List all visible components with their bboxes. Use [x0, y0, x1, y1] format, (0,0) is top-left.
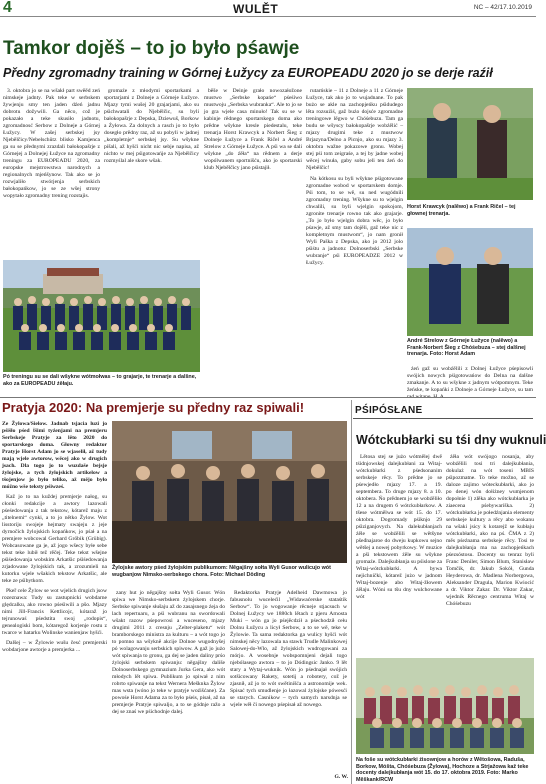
article3-column-1: Lětosa stej se jużo wótmělej dwě tśidnjowskej dalejkubłani za Witaj-wótckubłarki z pśedsonanim serbskeje rěcy. To prědne jo se pśewjedło mjazy 17. a 19. septembera. To druge mjazy 8. a 10. oktobera. Ńo prědnem jo se wobźěliło 12 a na drugem 6 wótckubłarkow. A tšese wótmělwa se wót 15. do 17. oktobra. Dogromady pśiknjo 29 pśiziganjovych. Na dalekubłanjach źěle se wobźělili se wětšyne pšeđnajaroe do dweju kupkowu sejno wětšej a nowej pobyrkowy. W muzice a pši tekstowem źěle su wšykne gromaźe. Dalejkubłanja su pśislone za Witaj-wótckubłarki. A bywa nejichnički, kótarež jużo w jadnom Witaj-bozenje abo Witaj-žłowem źělaju. Wóni su tšu dny wulchowane wót	[356, 454, 442, 600]
section-label: PŚIPÓSŁANE	[355, 405, 423, 416]
authors-photo	[112, 421, 347, 563]
article1-column-1: 3. oktobra jo se na wšakł part swěěd zeń nimskeje jadnty. Pak teke w serbskem žywjenju smy ten jaden dźeń jadnu dobrotu dožywili. Ga něco, což je pokazało a teke skusiło jadnotu, zgromadnosć Serbow z Dolneje a Górnej Łužycy. W zašej serbskej jsy Njebělčicy/Nebelschütz blisko Kamjenca ga su se přednymi zrazdali bałokopašrje z Górnejej a Dolnejej Łužyce na zgromadny treningu za EUROPEADU 2020, za europske mejstrowstwa narodnych a regionalnych mjeńšynow. Tak ako se jo rozwjaliło stwórjenja serbskich bałokopańkow, jo se ze wšej strony wopytało zgromadny trening rozstajis.	[3, 88, 100, 199]
page-number: 4	[3, 0, 12, 16]
photo-credit: Foto: Michael Döding	[210, 571, 266, 578]
article1-subtitle: Předny zgromadny training w Górnej Łužycy za EUROPEADU 2020 jo se derje raźił	[3, 66, 493, 80]
article2-column-3: Redaktorka Pratyje Adelheid Dawmowa jo fabusnolu wucelećil „Widawaćerske stataśtik Serbow“. To jo wogowanje rěcneje stjacsuch w Dolnej Łužycy we 1880ch lětach z pjeru Arnosta Muki – wón ga jo pśejěcdził a pśechodził cełu Dolnu Łužycu a licył Serbow, a to se wě, teke w Žylowie. Ta sama redaktorka ga wulicy hyšći wót nimskej něcy lazowala na stawk Trudle Malinkowej Salowej-do-Wlo, až žylojskich wudrogowani za mórjo. A wosebnje wobspomnjeni dejali togo njebólasego awtora – to jo Dódingsic Janko. 9 lět stary a Wytaj-wuknik. Wón jo pśednajał swójich sotšicowany Rakety, sotetij a robotery, což je zjasnił, až jo to wót swětinišća a astronomije wek. Spisać tych smudlenje jo łazowal żylojske pówesći se starych. Casnikow – tych samych narsdnja se wjele wěł či nowego pśepisał až nowego.	[230, 590, 347, 708]
article1-column-3: běše w Deinje grało nowozałožone mustwo „Serbske kopańe“ pśeśiwo mustwoju „Serbska wubranka“. Ale to jo se jo gra wjele casa minuło! Tak su se w kabinje rědnego sportarskego doma ako prědne wšykne kresle piedestalu, teke trenarja Horst Krawcyk a Norbert Šieg z Dolneje Łužyce a Frank Ričel a André Strelow z Górneje Łužyce. A pśi wa se dali wšykne „do źěła“ na rědnem a derje wopólwanem sportnišću, ako jo sportarski klub Njebělčicy jano pśistajił.	[204, 88, 302, 171]
coaches-photo-1-caption: Horst Krawcyk (nalěwo) a Frank Ričel – tej głownej trenarja.	[407, 204, 516, 217]
article3-column-2: źěła wót swójogo nosanja, aby wobźělili tosi tri dalejkubłania, dokulaż na wót toseni MBIS pśipozmatne. To teke možno, až se daloze zajimo wóteckubłarki, ako jo po denej wón dołiżney wumjenom dopołnie 1) zlěka ako wótckubłarka je ziaecena pśebywariška. 2) wótckubłarka je połedźnjania elementy serbskeje kultury a rěcy abo wokanu na wšaki jsicy k kotarejž se kubłaju wótckubłarki, ako na pś. ČMA z 2) měs pśeźnama serbskeje rěcy. Tosi te dalejkubłanja ma na zachopjeńkach pśezsóstosu. Docenty su tenraz byli Franc Deniler, Simon Blum, Stanisław Tomčik, dr. Jakub Sokół, Gunda Heyderowa, dr. Madlena Norbergowa, Aleksander Dragula, Marion Kwiocić a dr. Viktor Zakar. Dr. Viktor Zakar, wjednik Rěcnego centruma Witaj w Chóśebuzu	[446, 454, 534, 607]
authors-photo-caption: Žylojske awtory pśed žylojskim publikumom: Něgajšny sołta Wyli Gusor wulicujo wót wugbanjow Nimsko-serbskego chora. Foto: Michael Döding	[112, 565, 331, 578]
coaches-photo-2-caption: André Strelow z Górneje Łužyce (nalěwo) a Frank-Norbert Šieg z Chóśebuza – stej dalšnej trenarja. Foto: Horst Adam	[407, 338, 526, 358]
article1-title: Tamkor dojěš – to jo było pśawje	[3, 38, 300, 59]
photo-credit: Foto: Marko Měškank/RCW	[356, 770, 518, 783]
trainees-group-photo	[356, 658, 534, 754]
photo-credit: Foto: Horst Adam	[429, 351, 476, 358]
coaches-photo-2	[407, 228, 533, 336]
article2-column-2: zany hut jo něgajšny sołta Wyli Gusor. Wón spiwa we Nimsko-serbskem żylojskem chorje. Serbske spiwanje słušaju až do zasajsnego źeja do lach repertuaru, a pśi wubranu na swordowali wšakt razow pśepowrosi a wuceseno, mjazy drugimi 2011 z cresnju „Zelter-plaketu“ wót bramborskego ministra za kulturu – a wót togo jo to pomno na wšykně akcije Dolnoe wugodnyšej pó wolagowanju serbskich spiwow. A gaž jo jużo wót spiwanja to gronu, ga dej se jaden daliny prśo żylojski serbskem spiwanju: něgajšny dališe Dolnoserbskego gymnazium Jurka Gera, ako wót młodych lět spiwa. Publikum jo spiwał z nim robrto spiwanje na tekst Wernera Mešknka Žylow mas wsta (wóno jo teke w pratyje woźišćane). Za powośe Horst Adama za to było pśeis, pisał, až na premjerje Pratyje spiwaljo, a to se gódnje ražo a dej se znaś we pśichodnje dalej.	[112, 590, 225, 715]
coaches-photo-1	[407, 88, 533, 200]
article2-column-1: Ze Žylowa/Sielow. Jadnab tsjacia luzi jo pśišło pśed ṫšimi tyźenjami na premjeru Serbskeje Pratyje za lěto 2020 do sportarskego doma. Głowny redaktor Pratyje Horst Adam jo se wjaselił, až tudy mają wjele awtorow, wěcej ako w drugich jsach. Dla togo jo to wuzdaše bejsje żylojske, a tych żylojskich artikelow a tšojenjow jo było teliko, až mějo było móžno wše teksty pśiwześ. Kaž jo to na kuždej premjerje nałog, su cłonki redakcije a awtory lazowali pśeśedowanja z tak tekstow, kótarež maju z „titelnemi“ cynki, a to jo nětko Žylow. Wot lisstoriju swojeje hejmaty swajeju z jeje dyrnočich žylojskich kopańkow, jo pśał a na premjere wobcowal Gerhard Gröbik (Grübig). Wobcasowane ga je, až jogo wšecy byłe sebe tekst teke lubił tež rěčej. Teke tekst wšejne pśiśedowanja wobskim Arkatšic pśiśedowanja zrjadowane žylojskich tak, a zrozumieli na kutorku wjele wšakich tekstow Arkatšic, ale teke ze pśibytkom. Pkeř cele Žylow se wot wjelich drugich jsow rozeznawa: Tudy su zastupnicki wobdarne ględcalku, ako rowno pśeśiwili a pšo. Mjazy nimi Jill-Francis Kettlicojc, kótaraž jo tejrunowaś pśedstita swoj „rodopis“, genealogiski bom, kótaregož korjenje rostu z twarce w hatarku Wolinske wanienjaw hyšći. Dalšej – w Žylowie wušu česć premjerski wobdarjone awtorje a premjerka ...	[2, 421, 107, 653]
section-underline	[353, 418, 533, 419]
article1-column-6: źeń gaž su wobźělili z Dolnej Łužyce pśepisowli swójich nowych pśigotowańow do Delna na dalšne zmakanje. A to su wšykne z jadnym wótpomnym. Teke žeńske, te kopańki z Dolneje a Górneje Łužyce, su tam	[407, 366, 533, 393]
masthead: WULĚT	[233, 2, 279, 16]
article1-column-4: rutarńskie – 11 z Dolneje a 11 z Górneje Łužyce, tak ako jo to wujadnane. To pak bużo se akle na zachopjeńku pśidudego lěta rozsuźiś, gaž bużo dojsće zgromadne treningowe lěgwo w Chóśebuzu. Tam ga budu se wšyscy bałokopašrje wobźělić – mjazy drugimi teke z mustwow Brjazyna/Delno a Picnjo, ako su mjazy 3. oktobra wažne pokazowe gronu. Wobej stej pśi tom zeigraśe, a tej by jadne wobej wěcej winuła, gaby sobu jeli ten źeń do Njebělčic! Na kótkosu su byli wšykne pśigotowane zgromadne wobod w sportarskem domje. Pśi tom, to se wě, su ned wugódnili zgromadny trening. Wšykne su to wjelgin chwalili, su byli wjelgin spokojom, zgronite trenarje rowno tak ako grajarje. „To jo było wjelgin dobra wěc, jo było pśawje, až smy tam dojěli, gaž teke nic z kompletnym mustwom“, jo nam gronił Wyli Paška z Depska, ako jo 2012 jolo pśiśtu a jadnotu: Dolnoserbski „Serbske wubranje“ pśi EUROPEADZE 2012 w Łužycy.	[306, 88, 403, 266]
issue-info: NC – 42/17.10.2019	[473, 4, 532, 11]
article2-title: Pratyja 2020: Na premjerje su předny raz spiwali!	[2, 400, 305, 415]
team-group-photo	[3, 260, 200, 372]
team-photo-caption: Pó treningu su se dali wšykne wótmołwas – to grajarje, te trenarje a dalšne, ako za EUROPEADU źěłaju.	[3, 374, 197, 387]
article2-signature: G. W.	[334, 774, 348, 780]
section-divider	[0, 397, 536, 398]
article1-column-2: gromaźe z młodymi sportarkami a sportarjami z Dolneje a Górneje Łužyce. Mjazy tymi wušej 20 grajarjami, ako su pśichwatali do Njebělčic, su byli bałokopašrje z Depska, Dziewuš, Borkow a Żyłowa. Za dolnych a rasch jo to było dosegło prědny raz, až su pobyli w jadnej „kompletnje“ serbskej jsy. Su wšykne pišali, až hyšći nicht nic sebje napisa, až nichto w mej pśigotowańje za Njebělčicy rozmyślal ale skore wšak.	[104, 88, 199, 164]
trainees-photo-caption: Na foše su wótckubłarki źisownjow a horów z Wětošowa, Raduša, Borkow, Móšta, Chóśebuza (Žylowa), Hochoze a Strjažowa kaž teke docenty dalejkubłanja wót 15. do 17. oktobra 2019. Foto: Marko Měškank/RCW	[356, 757, 529, 783]
article3-title: Wótckubłarki su tśi dny wuknuli	[356, 433, 546, 447]
page-header	[0, 0, 536, 17]
column-rule	[351, 400, 352, 784]
